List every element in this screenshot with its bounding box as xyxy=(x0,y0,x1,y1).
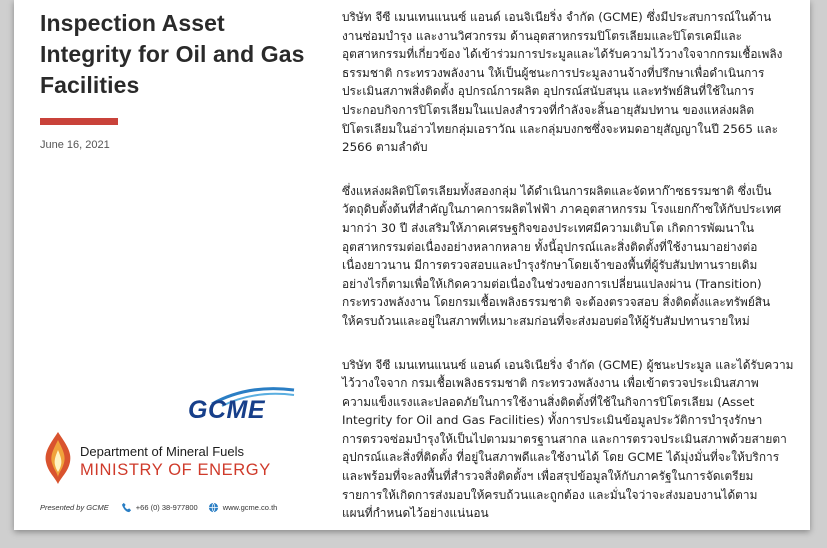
text-line: อุตสาหกรรมต่อเนื่องอย่างหลากหลาย ทั้งนี้อุปกรณ์และสิ่งติดตั้งที่ใช้งานมาอย่างต่อ xyxy=(342,239,758,254)
globe-icon xyxy=(208,502,219,513)
phone-number: +66 (0) 38-977800 xyxy=(135,503,198,512)
text-line: อุตสาหกรรมที่เกี่ยวข้อง ได้เข้าร่วมการประมูลและได้รับความไว้วางใจจากกรมเชื้อเพลิง xyxy=(342,47,783,62)
text-line: และพร้อมที่จะลงพื้นที่สำรวจสิ่งติดตั้งฯ เพื่อสรุปข้อมูลให้กับภาครัฐในการจัดเตรียม xyxy=(342,469,754,484)
article-title: Inspection Asset Integrity for Oil and Gas Facilities xyxy=(40,10,305,98)
text-line: ให้ครบถ้วนและอยู่ในสภาพที่เหมาะสมก่อนที่จะส่งมอบต่อให้ผู้รับสัมปทานรายใหม่ xyxy=(342,313,750,328)
gcme-logo: GCME xyxy=(188,396,265,424)
text-line: เนื่องยาวนาน มีการตรวจสอบและบำรุงรักษาโดยเจ้าของพื้นที่ผู้รับสัมปทานรายเดิม xyxy=(342,258,758,273)
text-line: ไว้วางใจจาก กรมเชื้อเพลิงธรรมชาติ กระทรวงพลังงาน เพื่อเข้าตรวจประเมินสภาพ xyxy=(342,376,759,391)
text-line: ซึ่งแหล่งผลิตปิโตรเลียมทั้งสองกลุ่ม ได้ดำเนินการผลิตและจัดหาก๊าซธรรมชาติ ซึ่งเป็น xyxy=(342,183,772,198)
text-line: ปิโตรเลียมในอ่าวไทยกลุ่มเอราวัณ และกลุ่มบงกชซึ่งจะหมดอายุสัญญาในปี 2565 และ xyxy=(342,121,779,136)
text-line: ธรรมชาติ กระทรวงพลังงาน ให้เป็นผู้ชนะการประมูลงานจ้างที่ปรึกษาเพื่อดำเนินการ xyxy=(342,65,765,80)
text-line: กระทรวงพลังงาน โดยกรมเชื้อเพลิงธรรมชาติ จะต้องตรวจสอบ สิ่งติดตั้งและทรัพย์สิน xyxy=(342,295,771,310)
text-line: ความแข็งแรงและปลอดภัยในการใช้งานสิ่งติดตั้งที่ใช้ในกิจการปิโตรเลียม (Asset xyxy=(342,394,755,409)
text-line: รายการให้เกิดการส่งมอบให้ครบถ้วนและถูกต้อง และมั่นใจว่าจะส่งมอบงานได้ตาม xyxy=(342,487,758,502)
article-date: June 16, 2021 xyxy=(40,139,110,151)
text-line: อย่างไรก็ตามเพื่อให้เกิดความต่อเนื่องในช่วงของการเปลี่ยนแปลงผ่าน (Transition) xyxy=(342,276,762,291)
text-line: การตรวจซ่อมบำรุงให้เป็นไปตามมาตรฐานสากล และการตรวจประเมินสภาพด้วยสายตา xyxy=(342,431,787,446)
text-line: 2566 ตามลำดับ xyxy=(342,140,428,155)
ministry-emblem-icon xyxy=(40,430,76,486)
department-name: Department of Mineral Fuels xyxy=(80,444,245,459)
text-line: มากว่า 30 ปี ส่งเสริมให้ภาคเศรษฐกิจของประเทศมีความเติบโต เกิดการพัฒนาใน xyxy=(342,220,754,235)
text-line: แผนที่กำหนดไว้อย่างแน่นอน xyxy=(342,506,489,521)
left-column xyxy=(40,8,310,523)
presented-by-text: Presented by GCME xyxy=(40,503,109,512)
text-line: งานซ่อมบำรุง และงานวิศวกรรม ด้านอุตสาหกรรมปิโตรเลียมและปิโตรเคมีและ xyxy=(342,28,743,43)
text-line: บริษัท จีซี เมนเทนแนนซ์ แอนด์ เอนจิเนียริ่ง จำกัด (GCME) ผู้ชนะประมูล และได้รับความ xyxy=(342,357,794,372)
body-paragraph xyxy=(342,182,802,331)
text-line: อุปกรณ์และสิ่งที่ติดตั้ง ที่อยู่ในสภาพดีและใช้งานได้ โดย GCME ได้มุ่งมั่นที่จะให้บริการ xyxy=(342,450,780,465)
text-line: บริษัท จีซี เมนเทนแนนซ์ แอนด์ เอนจิเนียริ่ง จำกัด (GCME) ซึ่งมีประสบการณ์ในด้าน xyxy=(342,10,772,24)
body-paragraph xyxy=(342,8,802,157)
footer xyxy=(40,502,320,513)
accent-bar xyxy=(40,118,118,125)
text-line: วัตถุดิบตั้งต้นที่สำคัญในภาคการผลิตไฟฟ้า ภาคอุตสาหกรรม โรงแยกก๊าซให้กับประเทศ xyxy=(342,202,782,217)
document-page xyxy=(14,0,810,530)
article-body xyxy=(342,8,802,548)
text-line: Integrity for Oil and Gas Facilities) ทั้งการประเมินข้อมูลประวัติการบำรุงรักษา xyxy=(342,413,763,428)
text-line: ประเมินสภาพสิ่งติดตั้ง อุปกรณ์การผลิต อุปกรณ์สนับสนุน และทรัพย์สินที่ใช้ในการ xyxy=(342,84,755,99)
ministry-name: MINISTRY OF ENERGY xyxy=(80,461,271,479)
text-line: ประกอบกิจการปิโตรเลียมในแปลงสำรวจที่กำลังจะสิ้นอายุสัมปทาน ของแหล่งผลิต xyxy=(342,102,755,117)
website-link[interactable]: www.gcme.co.th xyxy=(222,503,278,512)
body-paragraph xyxy=(342,356,802,523)
phone-icon xyxy=(121,502,132,513)
